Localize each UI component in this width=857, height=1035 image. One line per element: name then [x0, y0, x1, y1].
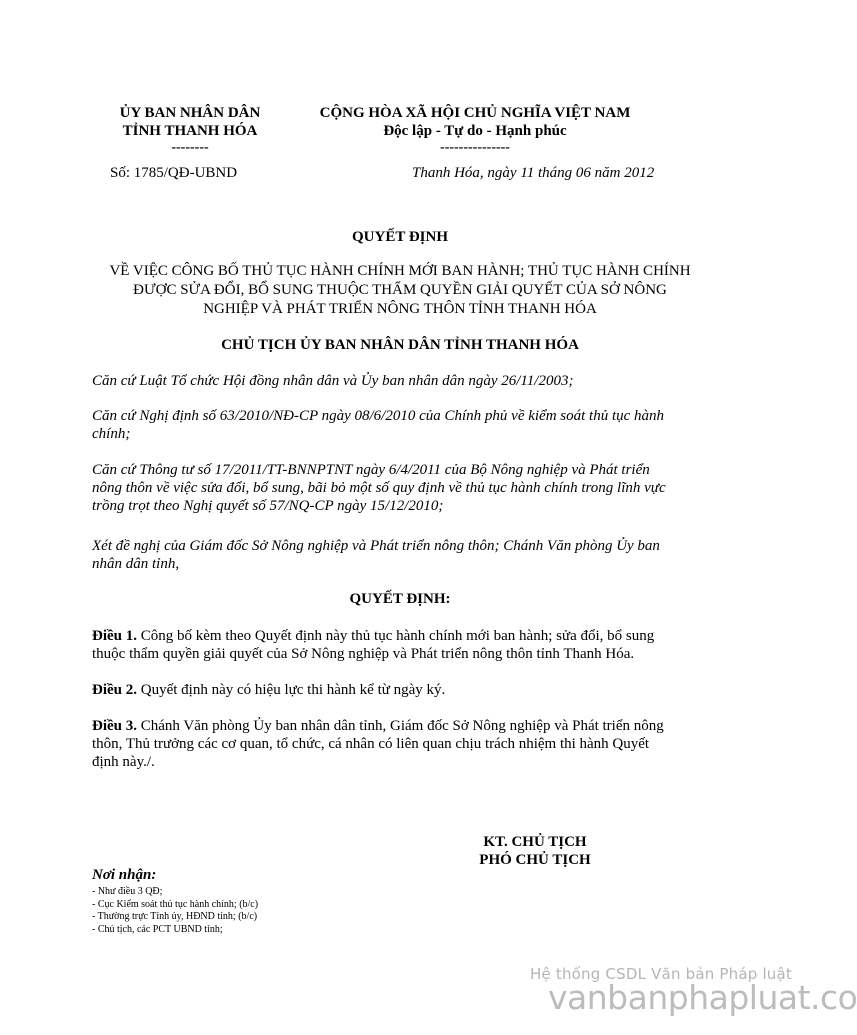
- issuing-authority-separator: --------: [171, 140, 209, 155]
- preamble-line: trồng trọt theo Nghị quyết số 57/NQ-CP ngày 15/12/2010;: [92, 498, 444, 514]
- national-motto-block: [300, 104, 650, 156]
- article-line: thuộc thẩm quyền giải quyết của Sở Nông nghiệp và Phát triển nông thôn tỉnh Thanh Hóa.: [92, 646, 635, 662]
- recipient-item: - Như điều 3 QĐ;: [92, 886, 163, 897]
- subject-line: NGHIỆP VÀ PHÁT TRIỂN NÔNG THÔN TỈNH THANH HÓA: [203, 301, 597, 317]
- issuing-authority-block: [90, 104, 290, 156]
- document-number: Số: 1785/QĐ-UBND: [110, 165, 238, 181]
- recipient-item: - Chủ tịch, các PCT UBND tỉnh;: [92, 923, 223, 935]
- article-1: [92, 627, 710, 663]
- document-type-title: QUYẾT ĐỊNH: [352, 229, 448, 245]
- preamble-line: Căn cứ Nghị định số 63/2010/NĐ-CP ngày 08/6/2010 của Chính phủ về kiểm soát thủ tục hành: [92, 408, 665, 424]
- issuing-authority-line2: TỈNH THANH HÓA: [122, 123, 258, 139]
- subject-line: VỀ VIỆC CÔNG BỐ THỦ TỤC HÀNH CHÍNH MỚI BAN HÀNH; THỦ TỤC HÀNH CHÍNH: [109, 263, 691, 279]
- signature-line1: KT. CHỦ TỊCH: [483, 834, 587, 850]
- preamble-paragraph: [92, 407, 710, 443]
- watermark-site-link[interactable]: vanbanphapluat.co: [548, 978, 857, 1017]
- article-line: thôn, Thủ trưởng các cơ quan, tổ chức, cá nhân có liên quan chịu trách nhiệm thi hành Quyết: [92, 736, 650, 752]
- national-name: CỘNG HÒA XÃ HỘI CHỦ NGHĨA VIỆT NAM: [319, 105, 631, 121]
- recipient-item: - Thường trực Tỉnh ủy, HĐND tỉnh; (b/c): [92, 911, 258, 922]
- place-and-date: Thanh Hóa, ngày 11 tháng 06 năm 2012: [412, 165, 655, 181]
- signature-block: [420, 833, 650, 869]
- recipient-item: - Cục Kiểm soát thủ tục hành chính; (b/c): [92, 898, 259, 910]
- document-subject: [90, 262, 710, 319]
- article-text: Quyết định này có hiệu lực thi hành kể từ ngày ký.: [137, 682, 446, 698]
- article-line: [92, 681, 710, 699]
- preamble-line: Căn cứ Thông tư số 17/2011/TT-BNNPTNT ngày 6/4/2011 của Bộ Nông nghiệp và Phát triển: [92, 462, 650, 478]
- article-text: Công bố kèm theo Quyết định này thủ tục hành chính mới ban hành; sửa đổi, bổ sung: [137, 628, 655, 644]
- preamble-line: nông thôn về việc sửa đổi, bổ sung, bãi bỏ một số quy định về thủ tục hành chính trong lĩnh vực: [92, 480, 666, 496]
- article-line: [92, 627, 710, 645]
- decision-heading: QUYẾT ĐỊNH:: [349, 591, 451, 607]
- national-motto-separator: ---------------: [440, 140, 510, 155]
- article-label: Điều 3.: [92, 718, 137, 734]
- article-label: Điều 1.: [92, 628, 137, 644]
- watermark-caption: Hệ thống CSDL Văn bản Pháp luật: [529, 965, 792, 983]
- preamble-line: chính;: [92, 426, 131, 442]
- national-motto: Độc lập - Tự do - Hạnh phúc: [383, 123, 567, 139]
- article-2: [92, 681, 710, 699]
- signature-line2: PHÓ CHỦ TỊCH: [479, 852, 591, 868]
- issuing-authority-title: CHỦ TỊCH ỦY BAN NHÂN DÂN TỈNH THANH HÓA: [221, 337, 579, 353]
- issuing-authority-line1: ỦY BAN NHÂN DÂN: [119, 105, 261, 121]
- recipients-list: [92, 886, 258, 936]
- preamble-line: Căn cứ Luật Tổ chức Hội đồng nhân dân và Ủy ban nhân dân ngày 26/11/2003;: [92, 373, 574, 389]
- preamble-line: Xét đề nghị của Giám đốc Sở Nông nghiệp và Phát triển nông thôn; Chánh Văn phòng Ủy ban: [92, 538, 660, 554]
- article-line: [92, 717, 710, 735]
- article-line: định này./.: [92, 754, 155, 770]
- article-3: [92, 717, 710, 771]
- recipients-heading: Nơi nhận:: [92, 867, 157, 883]
- preamble-paragraph: [92, 461, 710, 515]
- preamble-line: nhân dân tỉnh,: [92, 556, 180, 572]
- preamble-paragraph: [92, 537, 710, 573]
- preamble-paragraph: [92, 372, 710, 390]
- subject-line: ĐƯỢC SỬA ĐỔI, BỔ SUNG THUỘC THẨM QUYỀN GIẢI QUYẾT CỦA SỞ NÔNG: [133, 282, 667, 298]
- article-label: Điều 2.: [92, 682, 137, 698]
- article-text: Chánh Văn phòng Ủy ban nhân dân tỉnh, Giám đốc Sở Nông nghiệp và Phát triển nông: [137, 718, 664, 734]
